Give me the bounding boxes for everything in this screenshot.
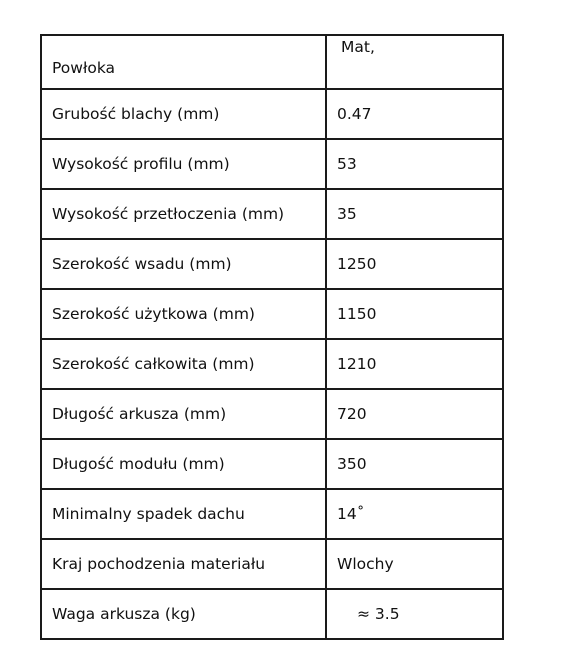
row-label: Szerokość całkowita (mm) bbox=[41, 339, 326, 389]
row-value: Mat, bbox=[326, 35, 503, 89]
table-row bbox=[41, 589, 503, 639]
row-value: 14˚ bbox=[326, 489, 503, 539]
row-value: 1210 bbox=[326, 339, 503, 389]
table-row bbox=[41, 289, 503, 339]
row-value: 0.47 bbox=[326, 89, 503, 139]
table-row bbox=[41, 389, 503, 439]
table-row bbox=[41, 35, 503, 89]
row-label: Szerokość wsadu (mm) bbox=[41, 239, 326, 289]
row-label: Wysokość profilu (mm) bbox=[41, 139, 326, 189]
table-row bbox=[41, 239, 503, 289]
row-value: 35 bbox=[326, 189, 503, 239]
row-value: 1250 bbox=[326, 239, 503, 289]
table-row bbox=[41, 139, 503, 189]
row-label: Długość modułu (mm) bbox=[41, 439, 326, 489]
table-row bbox=[41, 339, 503, 389]
row-label: Minimalny spadek dachu bbox=[41, 489, 326, 539]
table-row bbox=[41, 89, 503, 139]
row-label: Wysokość przetłoczenia (mm) bbox=[41, 189, 326, 239]
row-value: 350 bbox=[326, 439, 503, 489]
row-value: 720 bbox=[326, 389, 503, 439]
table-row bbox=[41, 489, 503, 539]
table-row bbox=[41, 439, 503, 489]
row-label: Kraj pochodzenia materiału bbox=[41, 539, 326, 589]
row-label: Waga arkusza (kg) bbox=[41, 589, 326, 639]
row-value: Wlochy bbox=[326, 539, 503, 589]
spec-table bbox=[40, 34, 504, 640]
table-row bbox=[41, 539, 503, 589]
row-label: Szerokość użytkowa (mm) bbox=[41, 289, 326, 339]
row-label: Długość arkusza (mm) bbox=[41, 389, 326, 439]
row-label: Powłoka bbox=[41, 35, 326, 89]
table-row bbox=[41, 189, 503, 239]
row-label: Grubość blachy (mm) bbox=[41, 89, 326, 139]
row-value: 1150 bbox=[326, 289, 503, 339]
row-value: 53 bbox=[326, 139, 503, 189]
row-value: ≈ 3.5 bbox=[326, 589, 503, 639]
